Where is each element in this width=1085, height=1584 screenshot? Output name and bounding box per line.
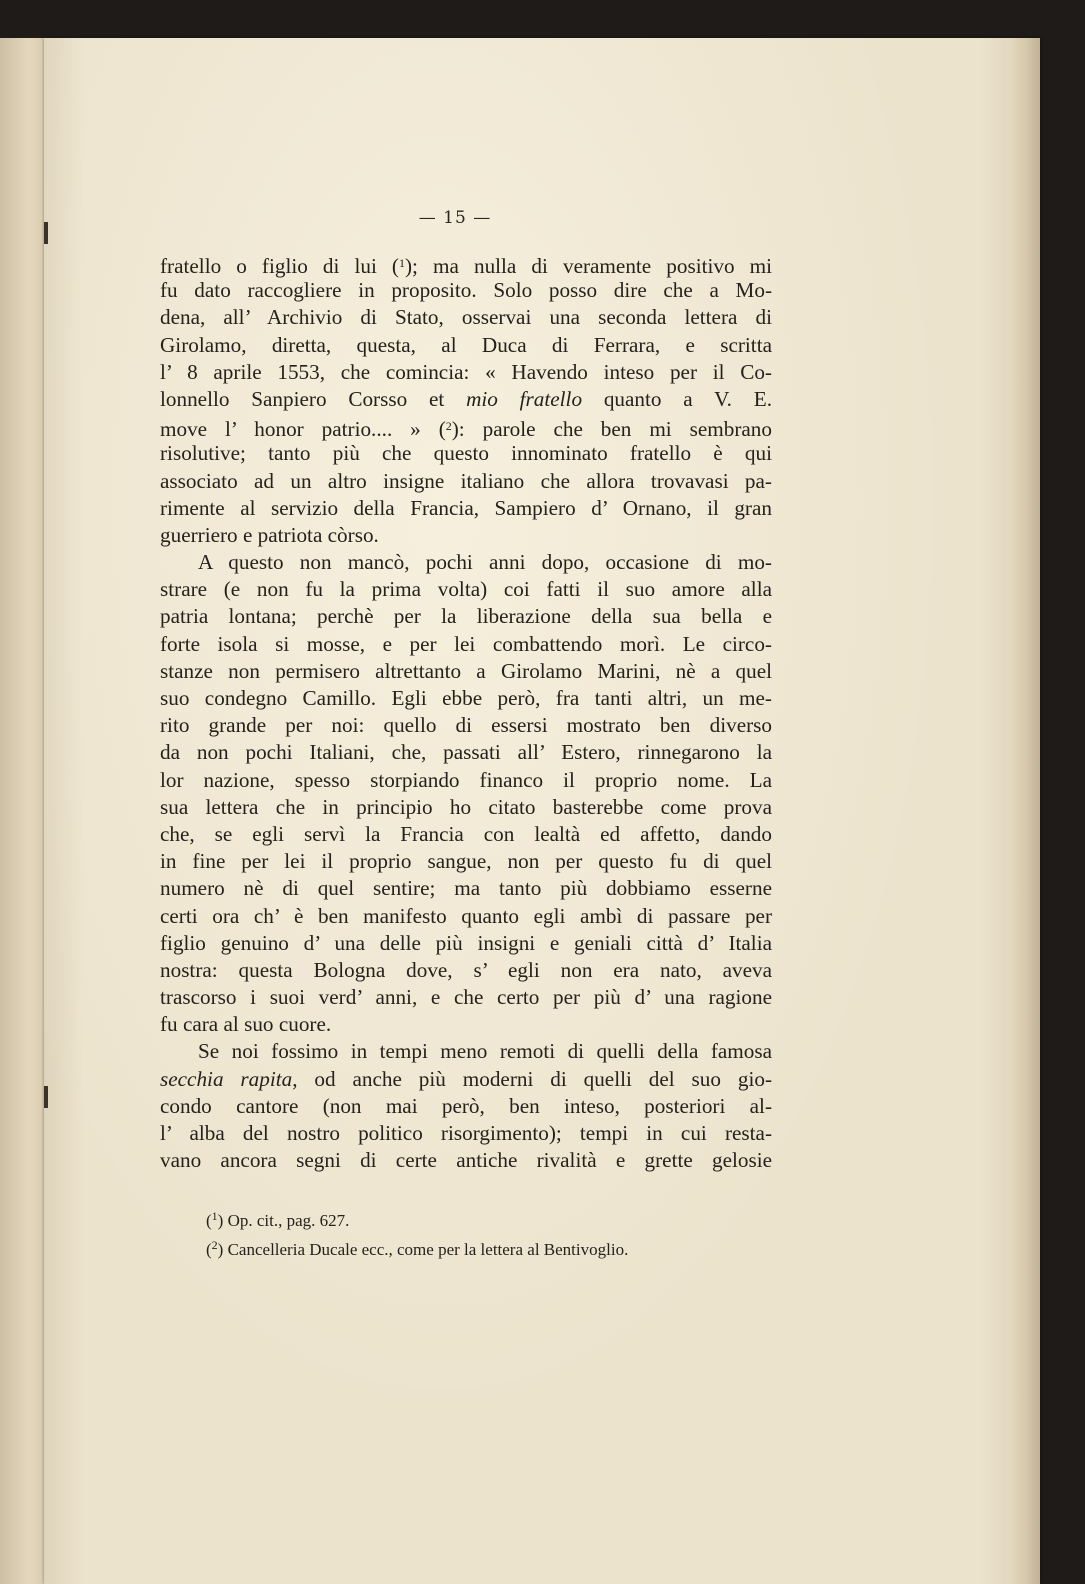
text-run: ): parole che ben mi sembrano	[451, 417, 772, 442]
text-line	[160, 304, 772, 331]
text-run: rito grande per noi: quello di essersi mostrato ben diverso	[160, 713, 772, 738]
text-run: Girolamo, diretta, questa, al Duca di Ferrara, e scritta	[160, 332, 772, 357]
text-run: stanze non permisero altrettanto a Girolamo Marini, nè a quel	[160, 658, 772, 683]
text-line	[160, 712, 772, 739]
text-run: certi ora ch’ è ben manifesto quanto egli ambì di passare per	[160, 903, 772, 928]
footnote-mark: 1	[211, 1209, 218, 1223]
text-line	[160, 440, 772, 467]
text-line	[160, 1011, 772, 1038]
text-run: fu dato raccogliere in proposito. Solo posso dire che a Mo-	[160, 278, 772, 303]
footnote-text: Op. cit., pag. 627.	[227, 1211, 350, 1230]
text-run: move l’ honor patrio.... » (	[160, 417, 446, 442]
text-line	[160, 332, 772, 359]
text-run: trascorso i suoi verd’ anni, e che certo per più d’ una ragione	[160, 985, 772, 1010]
text-run: quanto a V. E.	[582, 386, 772, 411]
text-line	[160, 1120, 772, 1147]
text-line	[160, 658, 772, 685]
text-run: da non pochi Italiani, che, passati all’ Estero, rinnegarono la	[160, 740, 772, 765]
text-run: in fine per lei il proprio sangue, non per questo fu di quel	[160, 849, 772, 874]
text-run: figlio genuino d’ una delle più insigni e geniali città d’ Italia	[160, 930, 772, 955]
text-run: rimente al servizio della Francia, Sampiero d’ Ornano, il gran	[160, 495, 772, 520]
text-line	[160, 848, 772, 875]
text-run: guerriero e patriota còrso.	[160, 522, 379, 547]
text-line	[160, 631, 772, 658]
italic-text: mio fratello	[466, 386, 583, 411]
text-line	[160, 277, 772, 304]
right-page-edge	[1012, 38, 1040, 1584]
text-line	[160, 984, 772, 1011]
text-run: patria lontana; perchè per la liberazione della sua bella e	[160, 604, 772, 629]
text-run: sua lettera che in principio ho citato basterebbe come prova	[160, 794, 772, 819]
footnote-text: Cancelleria Ducale ecc., come per la lettera al Bentivoglio.	[227, 1240, 629, 1259]
text-run: suo condegno Camillo. Egli ebbe però, fra tanti altri, un me-	[160, 686, 772, 710]
footnote: ($^2$) Cancelleria Ducale ecc., come per la lettera al Bentivoglio.	[206, 1238, 629, 1259]
text-run: risolutive; tanto più che questo innominato fratello è qui	[160, 441, 772, 466]
text-run: dena, all’ Archivio di Stato, osservai una seconda lettera di	[160, 305, 772, 330]
text-line	[160, 767, 772, 794]
text-line	[160, 576, 772, 603]
text-run: vano ancora segni di certe antiche rivalità e grette gelosie	[160, 1148, 772, 1173]
italic-text: secchia rapita	[160, 1066, 293, 1091]
text-line	[160, 739, 772, 766]
text-run: fu cara al suo cuore.	[160, 1012, 332, 1037]
text-run: associato ad un altro insigne italiano che allora trovavasi pa-	[160, 468, 772, 493]
text-line	[160, 1093, 772, 1120]
text-run: che, se egli servì la Francia con lealtà ed affetto, dando	[160, 821, 772, 846]
text-line	[160, 522, 772, 549]
text-line	[160, 413, 772, 440]
text-line	[160, 794, 772, 821]
text-run: A questo non mancò, pochi anni dopo, occasione di mo-	[198, 550, 772, 575]
text-line	[160, 603, 772, 630]
text-line	[160, 250, 772, 277]
binding-mark	[44, 1086, 48, 1108]
text-line	[160, 685, 772, 712]
text-line	[160, 359, 772, 386]
text-run: numero nè di quel sentire; ma tanto più dobbiamo esserne	[160, 876, 772, 901]
footnotes	[206, 1204, 766, 1262]
text-run: ); ma nulla di veramente positivo mi	[404, 254, 773, 278]
text-line	[160, 1147, 772, 1174]
text-run: , od anche più moderni di quelli del suo gio-	[292, 1066, 772, 1091]
text-line	[160, 903, 772, 930]
footnote-mark: 2	[211, 1238, 218, 1252]
text-line	[160, 495, 772, 522]
text-run: strare (e non fu la prima volta) coi fatti il suo amore alla	[160, 577, 772, 602]
text-run: forte isola si mosse, e per lei combattendo morì. Le circo-	[160, 631, 772, 656]
text-run: lonnello Sanpiero Corsso et	[160, 386, 467, 411]
text-run: fratello o figlio di lui (	[160, 254, 399, 278]
text-line	[160, 1038, 772, 1065]
text-line	[160, 468, 772, 495]
text-line	[160, 386, 772, 413]
text-run: nostra: questa Bologna dove, s’ egli non era nato, aveva	[160, 957, 772, 982]
text-line	[160, 1066, 772, 1093]
text-line	[160, 957, 772, 984]
body-text	[160, 250, 772, 1174]
text-run: condo cantore (non mai però, ben inteso, posteriori al-	[160, 1093, 772, 1118]
text-run: l’ 8 aprile 1553, che comincia: « Havendo inteso per il Co-	[160, 359, 772, 384]
text-line	[160, 875, 772, 902]
footnote-ref: 2	[445, 419, 452, 434]
footnote: ($^1$) Op. cit., pag. 627.	[206, 1209, 350, 1230]
text-line	[160, 821, 772, 848]
text-line	[160, 930, 772, 957]
text-line	[160, 549, 772, 576]
text-run: l’ alba del nostro politico risorgimento); tempi in cui resta-	[160, 1121, 772, 1145]
footnote-ref: 1	[398, 256, 405, 270]
text-run: Se noi fossimo in tempi meno remoti di quelli della famosa	[198, 1039, 772, 1064]
text-run: lor nazione, spesso storpiando financo il proprio nome. La	[160, 767, 772, 792]
page-number: — 15 —	[418, 208, 492, 228]
